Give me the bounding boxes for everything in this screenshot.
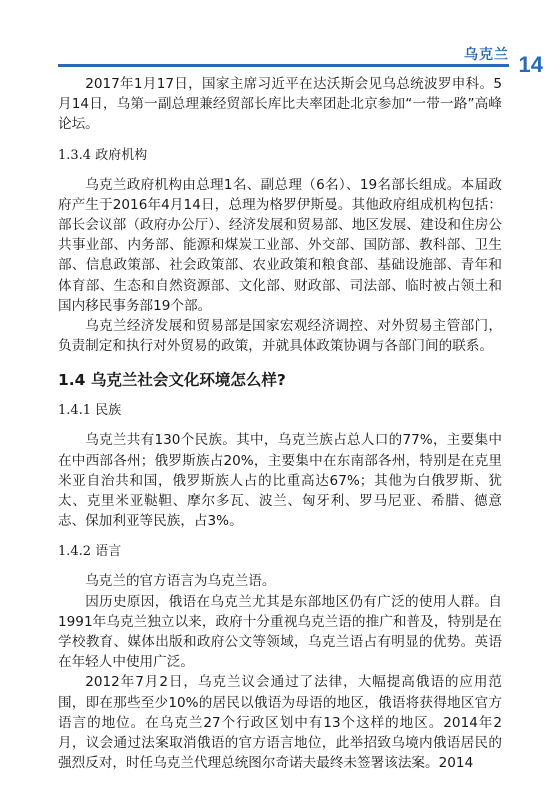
header-rule bbox=[58, 64, 509, 67]
heading-1-3-4: 1.3.4 政府机构 bbox=[58, 147, 148, 163]
paragraph-official-language: 乌克兰的官方语言为乌克兰语。 bbox=[85, 573, 276, 590]
paragraph-russian-usage: 因历史原因，俄语在乌克兰尤其是东部地区仍有广泛的使用人群。自1991年乌克兰独立以来，政府十分重视乌克兰语的推广和普及，特别是在学校教育、媒体出版和政府公文等领域，乌克兰语占有明显的优势。英语在年轻人中使用广泛。 bbox=[58, 593, 502, 671]
heading-1-4: 1.4 乌克兰社会文化环境怎么样? bbox=[58, 371, 286, 390]
paragraph-ethnic-groups: 乌克兰共有130个民族。其中，乌克兰族占总人口的77%，主要集中在中西部各州；俄罗斯族占20%，主要集中在东南部各州，特别是在克里米亚自治共和国，俄罗斯族人占的比重高达67%；其他为白俄罗斯、犹太、克里米亚鞑靼、摩尔多瓦、波兰、匈牙利、罗马尼亚、希腊、德意志、保加利亚等民族，占3%。 bbox=[58, 432, 502, 530]
paragraph-economy-ministry: 乌克兰经济发展和贸易部是国家宏观经济调控、对外贸易主管部门，负责制定和执行对外贸易的政策，并就具体政策协调与各部门间的联系。 bbox=[58, 318, 502, 355]
page-body bbox=[58, 74, 502, 773]
running-header-title: 乌克兰 bbox=[464, 47, 509, 63]
heading-1-4-1: 1.4.1 民族 bbox=[58, 403, 122, 419]
paragraph-language-law: 2012年7月2日，乌克兰议会通过了法律，大幅提高俄语的应用范围，即在那些至少10%的居民以俄语为母语的地区，俄语将获得地区官方语言的地位。在乌克兰27个行政区划中有13个这样的地区。2014年2月，议会通过法案取消俄语的官方语言地位，此举招致乌境内俄语居民的强烈反对，时任乌克兰代理总统图尔奇诺夫最终未签署该法案。2014 bbox=[58, 674, 502, 772]
page-number: 14 bbox=[518, 52, 543, 77]
paragraph-diplomacy: 2017年1月17日，国家主席习近平在达沃斯会见乌总统波罗申科。5月14日，乌第一副总理兼经贸部长库比夫率团赴北京参加“一带一路”高峰论坛。 bbox=[58, 76, 502, 133]
paragraph-government-structure: 乌克兰政府机构由总理1名、副总理（6名）、19名部长组成。本届政府产生于2016年4月14日，总理为格罗伊斯曼。其他政府组成机构包括：部长会议部（政府办公厅）、经济发展和贸易部、地区发展、建设和住房公共事业部、内务部、能源和煤炭工业部、外交部、国防部、教科部、卫生部、信息政策部、社会政策部、农业政策和粮食部、基础设施部、青年和体育部、生态和自然资源部、文化部、财政部、司法部、临时被占领土和国内移民事务部19个部。 bbox=[58, 176, 502, 314]
heading-1-4-2: 1.4.2 语言 bbox=[58, 544, 122, 560]
